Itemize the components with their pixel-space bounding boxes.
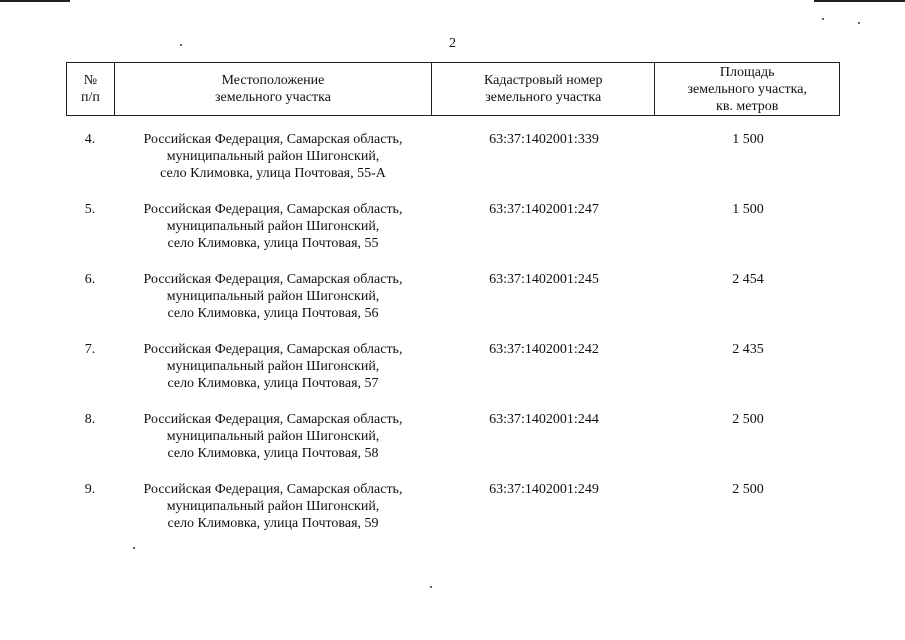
- row-number: 4.: [84, 132, 96, 147]
- scan-speck: [430, 586, 432, 588]
- table-row: [66, 271, 840, 341]
- row-cadastral-number: 63:37:1402001:249: [489, 482, 599, 497]
- table-row: [66, 411, 840, 481]
- header-number: № п/п: [67, 63, 115, 115]
- row-location: Российская Федерация, Самарская область, муниципальный район Шигонский, село Климовка, улица Почтовая, 59: [143, 482, 403, 531]
- row-location: Российская Федерация, Самарская область, муниципальный район Шигонский, село Климовка, улица Почтовая, 55: [143, 202, 403, 251]
- row-area: 2 500: [732, 482, 764, 497]
- row-area: 2 500: [732, 412, 764, 427]
- row-area: 1 500: [732, 202, 764, 217]
- scan-speck: [822, 18, 824, 20]
- row-number: 5.: [84, 202, 96, 217]
- row-cadastral-number: 63:37:1402001:242: [489, 342, 599, 357]
- table-row: [66, 131, 840, 201]
- row-number: 7.: [84, 342, 96, 357]
- page-number: 2: [449, 36, 456, 51]
- row-location: Российская Федерация, Самарская область, муниципальный район Шигонский, село Климовка, улица Почтовая, 58: [143, 412, 403, 461]
- table-row: [66, 481, 840, 551]
- row-number: 9.: [84, 482, 96, 497]
- row-location: Российская Федерация, Самарская область, муниципальный район Шигонский, село Климовка, улица Почтовая, 56: [143, 272, 403, 321]
- table-body: [66, 131, 840, 551]
- scan-edge-line-right: [814, 0, 905, 2]
- table-row: [66, 201, 840, 271]
- row-cadastral-number: 63:37:1402001:247: [489, 202, 599, 217]
- row-location: Российская Федерация, Самарская область, муниципальный район Шигонский, село Климовка, улица Почтовая, 57: [143, 342, 403, 391]
- row-location: Российская Федерация, Самарская область, муниципальный район Шигонский, село Климовка, улица Почтовая, 55-А: [143, 132, 403, 181]
- row-cadastral-number: 63:37:1402001:245: [489, 272, 599, 287]
- row-number: 8.: [84, 412, 96, 427]
- scan-edge-line-left: [0, 0, 70, 2]
- row-cadastral-number: 63:37:1402001:339: [489, 132, 599, 147]
- scan-speck: [858, 22, 860, 24]
- header-location: Местоположение земельного участка: [115, 63, 432, 115]
- header-cadastral-number: Кадастровый номер земельного участка: [432, 63, 655, 115]
- table-row: [66, 341, 840, 411]
- table-header: [66, 62, 840, 116]
- row-number: 6.: [84, 272, 96, 287]
- row-area: 1 500: [732, 132, 764, 147]
- header-area: Площадь земельного участка, кв. метров: [687, 64, 807, 114]
- row-area: 2 454: [732, 272, 764, 287]
- row-area: 2 435: [732, 342, 764, 357]
- row-cadastral-number: 63:37:1402001:244: [489, 412, 599, 427]
